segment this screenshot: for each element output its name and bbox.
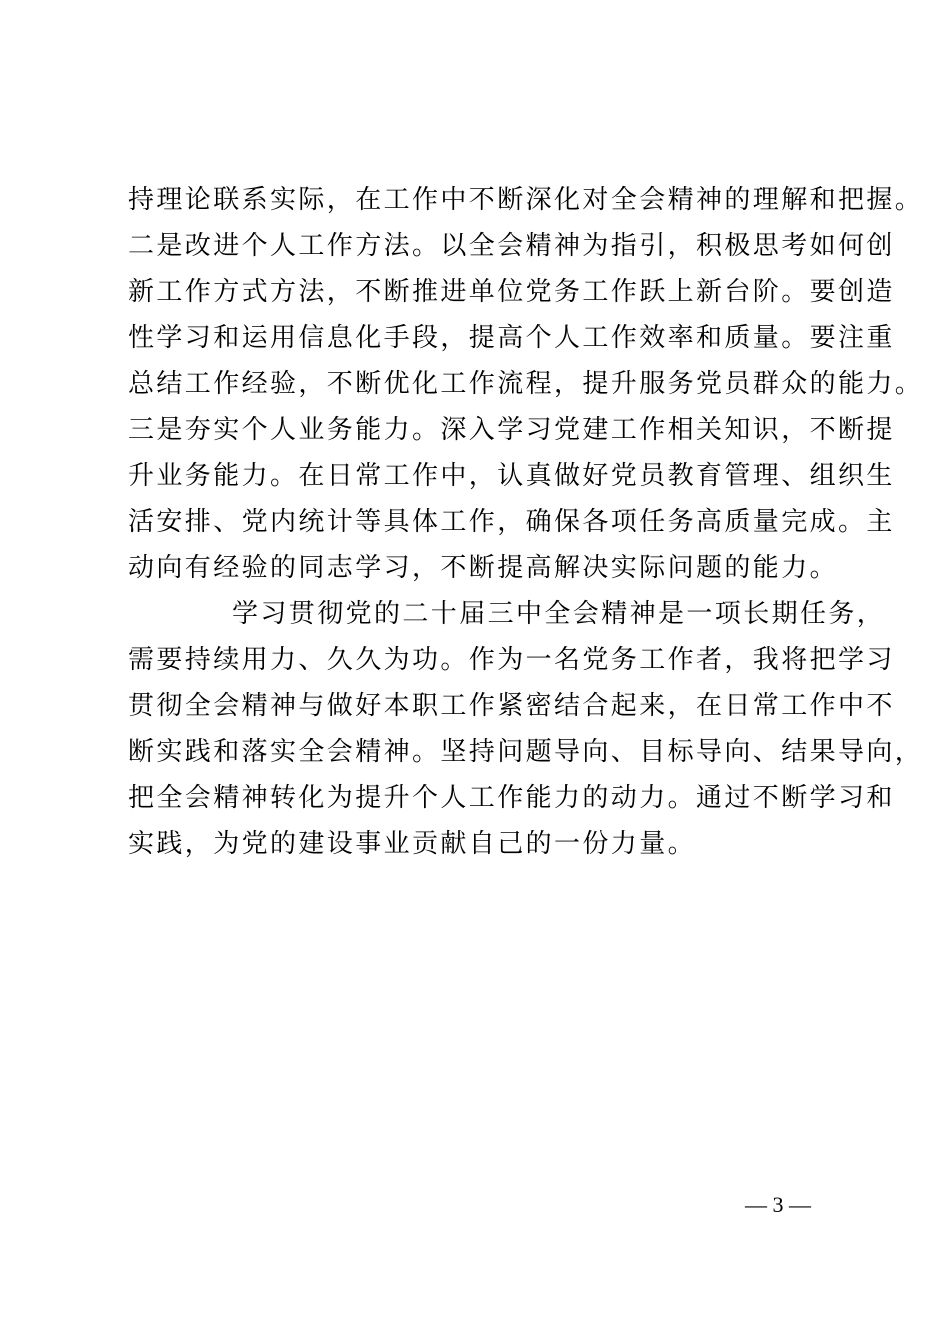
text-line: 二是改进个人工作方法。以全会精神为指引，积极思考如何创 <box>128 231 895 261</box>
paragraph-first-line: 学习贯彻党的二十届三中全会精神是一项长期任务， <box>232 599 886 629</box>
text-line: 贯彻全会精神与做好本职工作紧密结合起来，在日常工作中不 <box>128 691 895 721</box>
text-line: 断实践和落实全会精神。坚持问题导向、目标导向、结果导向， <box>128 737 924 767</box>
text-line: 把全会精神转化为提升个人工作能力的动力。通过不断学习和 <box>128 783 895 813</box>
text-line: 性学习和运用信息化手段，提高个人工作效率和质量。要注重 <box>128 323 895 353</box>
text-line: 总结工作经验，不断优化工作流程，提升服务党员群众的能力。 <box>128 369 924 399</box>
text-line: 持理论联系实际，在工作中不断深化对全会精神的理解和把握。 <box>128 185 924 215</box>
text-line: 三是夯实个人业务能力。深入学习党建工作相关知识，不断提 <box>128 415 895 445</box>
text-line: 活安排、党内统计等具体工作，确保各项任务高质量完成。主 <box>128 507 895 537</box>
text-line: 升业务能力。在日常工作中，认真做好党员教育管理、组织生 <box>128 461 895 491</box>
body-text <box>128 177 924 867</box>
text-line: 动向有经验的同志学习，不断提高解决实际问题的能力。 <box>128 553 839 583</box>
text-line: 需要持续用力、久久为功。作为一名党务工作者，我将把学习 <box>128 645 895 675</box>
text-line: 新工作方式方法，不断推进单位党务工作跃上新台阶。要创造 <box>128 277 895 307</box>
page-number: — 3 — <box>745 1192 811 1217</box>
text-line: 实践，为党的建设事业贡献自己的一份力量。 <box>128 829 697 859</box>
